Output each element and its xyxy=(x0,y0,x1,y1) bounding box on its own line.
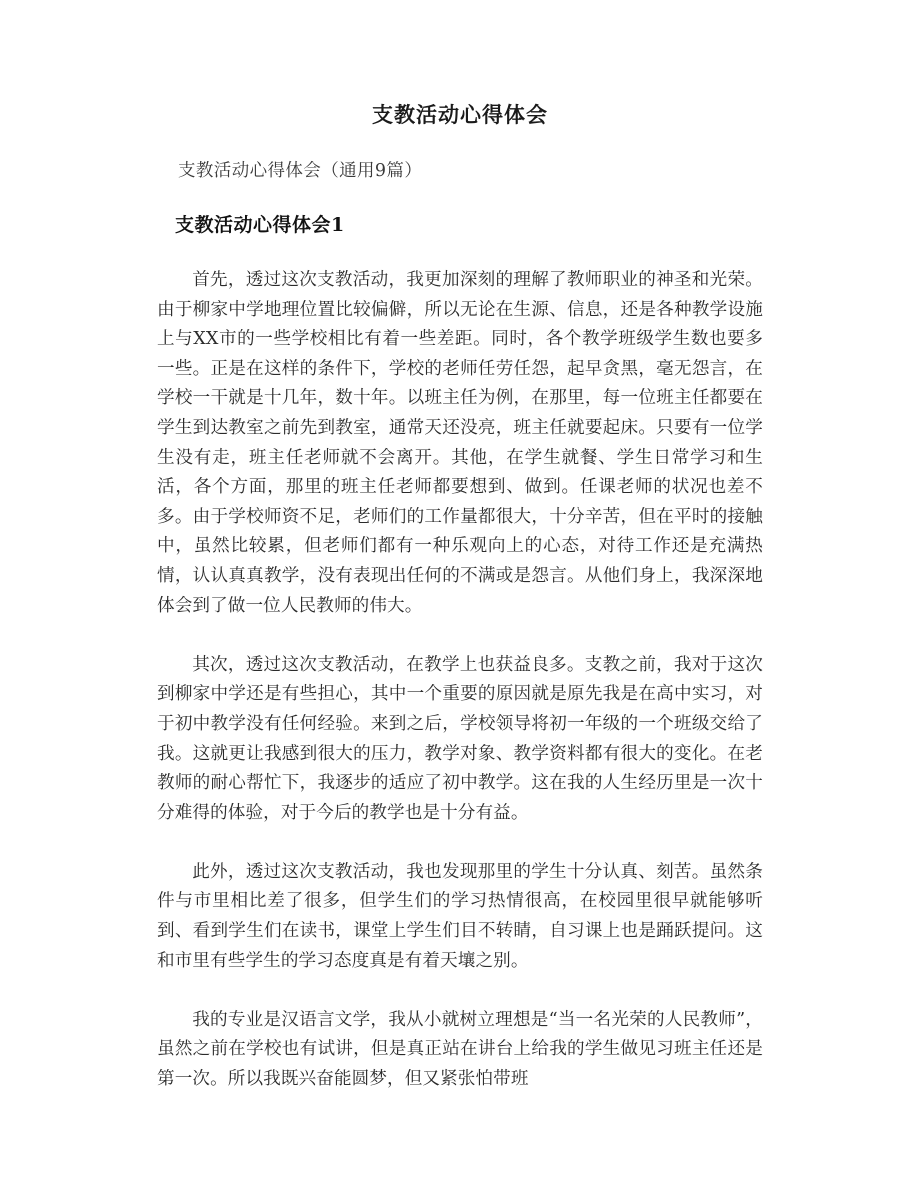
article-content xyxy=(157,266,763,1095)
paragraph: 首先，透过这次支教活动，我更加深刻的理解了教师职业的神圣和光荣。由于柳家中学地理位置比较偏僻，所以无论在生源、信息，还是各种教学设施上与XX市的一些学校相比有着一些差距。同时，各个教学班级学生数也要多一些。正是在这样的条件下，学校的老师任劳任怨，起早贪黑，毫无怨言，在学校一干就是十几年，数十年。以班主任为例，在那里，每一位班主任都要在学生到达教室之前先到教室，通常天还没亮，班主任就要起床。只要有一位学生没有走，班主任老师就不会离开。其他，在学生就餐、学生日常学习和生活，各个方面，那里的班主任老师都要想到、做到。任课老师的状况也差不多。由于学校师资不足，老师们的工作量都很大，十分辛苦，但在平时的接触中，虽然比较累，但老师们都有一种乐观向上的心态，对待工作还是充满热情，认认真真教学，没有表现出任何的不满或是怨言。从他们身上，我深深地体会到了做一位人民教师的伟大。 xyxy=(157,270,763,616)
paragraph: 其次，透过这次支教活动，在教学上也获益良多。支教之前，我对于这次到柳家中学还是有些担心，其中一个重要的原因就是原先我是在高中实习，对于初中教学没有任何经验。来到之后，学校领导将初一年级的一个班级交给了我。这就更让我感到很大的压力，教学对象、教学资料都有很大的变化。在老教师的耐心帮忙下，我逐步的适应了初中教学。这在我的人生经历里是一次十分难得的体验，对于今后的教学也是十分有益。 xyxy=(157,654,763,823)
page-title: 支教活动心得体会 xyxy=(372,102,548,127)
document-body xyxy=(157,96,763,1095)
section-heading: 支教活动心得体会1 xyxy=(175,214,345,236)
document-subtitle: 支教活动心得体会（通用9篇） xyxy=(178,161,423,181)
paragraph: 我的专业是汉语言文学，我从小就树立理想是“当一名光荣的人民教师”，虽然之前在学校也有试讲，但是真正站在讲台上给我的学生做见习班主任还是第一次。所以我既兴奋能圆梦，但又紧张怕带班 xyxy=(157,1009,763,1090)
paragraph: 此外，透过这次支教活动，我也发现那里的学生十分认真、刻苦。虽然条件与市里相比差了很多，但学生们的学习热情很高，在校园里很早就能够听到、看到学生们在读书，课堂上学生们目不转睛，自习课上也是踊跃提问。这和市里有些学生的学习态度真是有着天壤之别。 xyxy=(157,861,763,971)
